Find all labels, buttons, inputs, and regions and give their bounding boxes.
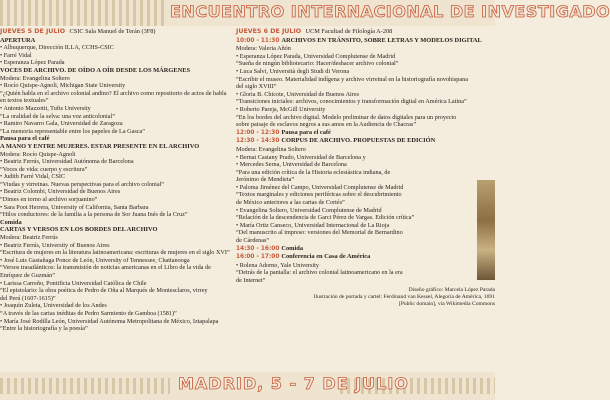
program-line: del Perú (1607-1615)” xyxy=(0,294,56,302)
footer-bar xyxy=(0,372,495,400)
program-line: Jerónimo de Mendieta” xyxy=(236,176,295,184)
program-line: • Farré Vidal xyxy=(0,51,32,59)
program-line: • Evangelina Soltero, Universidad Complutense de Madrid xyxy=(236,206,382,214)
program-line: del siglo XVIII” xyxy=(236,83,277,91)
program-line: • Bernat Castany Prado, Universidad de Barcelona y xyxy=(236,153,366,161)
program-line: de México anteriores a las cartas de Cortés” xyxy=(236,199,345,207)
program-line: Enríquez de Guzmán” xyxy=(0,272,55,279)
session-time: 14:30 - 16:00 xyxy=(236,245,280,252)
session-title: VOCES DE ARCHIVO. DE OÍDO A OÍR DESDE LOS MÁRGENES xyxy=(0,66,191,74)
program-line: de Cárdenas” xyxy=(236,237,270,245)
session-time: 12:00 - 12:30 xyxy=(236,129,280,136)
session-title: Pausa para el café xyxy=(0,135,50,143)
program-line: • Albuquerque, Dirección ILLA, CCHS-CSIC xyxy=(0,44,114,52)
program-line: • María José Rodilla León, Universidad Autónoma Metropolitana de México, Iztapalapa xyxy=(0,317,219,325)
session-title: CARTAS Y VERSOS EN LOS BORDES DEL ARCHIVO xyxy=(0,226,158,234)
program-line: “¿Quién habla en el archivo colonial andino? El archivo como repositorio de actos de habla xyxy=(0,89,227,97)
session-title: 16:00 - 17:00 Conferencia en Casa de América xyxy=(236,253,371,261)
program-line: “Dimes en torno al archivo sorjuanino” xyxy=(0,196,98,204)
credit-line: Ilustración de portada y cartel: Ferdinand van Kessel, Alegoría de América, 1691 xyxy=(313,293,495,300)
program-line: • Luca Salvi, Università degli Studi di Verona xyxy=(236,67,350,75)
program-line: “El epistolario: la obra poética de Pedro de Oña al Marqués de Montesclaros, virrey xyxy=(0,287,208,295)
program-line: sobre paisaje de esclavos negros a sus amos en la Audiencia de Chacras” xyxy=(236,121,417,129)
program-line: “Escritura de mujeres en la literatura latinoamericana: escrituras de mujeres en el siglo XVI” xyxy=(0,249,230,257)
program-line: • Beatriz Ferrús, University of Buenos Aires xyxy=(0,241,110,249)
program-line: “Del manuscrito al impreso: versiones del Memorial de Bernardino xyxy=(236,229,403,237)
program-line: “Voces de vida: cuerpo y escritura” xyxy=(0,165,88,173)
credit-line: Diseño gráfico: Marcela López Parada xyxy=(408,286,495,293)
session-title: 12:30 - 14:30 CORPUS DE ARCHIVO. PROPUESTAS DE EDICIÓN xyxy=(236,137,436,145)
page-title: ENCUENTRO INTERNACIONAL DE INVESTIGADO xyxy=(170,2,610,21)
session-title: 10:00 - 11:30 ARCHIVOS EN TRÁNSITO, SOBRE LETRAS Y MODELOS DIGITAL xyxy=(236,36,482,44)
session-title: APERTURA xyxy=(0,36,36,44)
session-title: A MANO Y ENTRE MUJERES. ESTAR PRESENTE EN EL ARCHIVO xyxy=(0,142,200,150)
program-line: • Antonio Mazzotti, Tufts University xyxy=(0,104,91,112)
program-line: “Sueña de ningún bibliotecario: Hacer/deshacer archivo colonial” xyxy=(236,60,399,68)
program-line: • María Ortiz Canseco, Universidad Internacional de La Rioja xyxy=(236,221,390,229)
day-heading: JUEVES 6 DE JULIO UCM Facultad de Filología A-208 xyxy=(236,28,393,35)
session-time: 12:30 - 14:30 xyxy=(236,138,280,145)
program-line: “Versos trasatlánticos: la transmisión de noticias americanas en el Libro de la vida de xyxy=(0,264,211,272)
credit-line: [Public domain], vía Wikimedia Commons xyxy=(398,300,495,307)
program-line: • Joaquín Zuleta, Universidad de los Andes xyxy=(0,302,107,310)
program-line: “Textos marginales y ediciones periféricas sobre el descubrimiento xyxy=(236,191,402,199)
program-line: “Escribir el museo. Materialidad indígena y archivo virreinal en la historiografía novohispana xyxy=(236,75,468,83)
program-line: • Larissa Carreño, Pontificia Universidad Católica de Chile xyxy=(0,279,147,287)
credits xyxy=(236,287,495,308)
program-line: • Mercedes Serna, Universidad de Barcelona xyxy=(236,161,347,169)
program-line: • Rolena Adorno, Yale University xyxy=(236,261,319,269)
program-line: Modera: Valeria Añón xyxy=(236,45,291,53)
program-line: • José Luis Gastañaga Ponce de León, University of Tennessee, Chattanooga xyxy=(0,256,190,264)
program-line: • Beatriz Ferrús, Universidad Autónoma de Barcelona xyxy=(0,158,134,166)
session-title: 12:00 - 12:30 Pausa para el café xyxy=(236,128,331,136)
footer-ornament xyxy=(0,378,170,394)
program-line: en textos textuales” xyxy=(0,97,49,105)
header-bar xyxy=(0,0,610,26)
session-time: 16:00 - 17:00 xyxy=(236,254,280,261)
program-line: Modera: Evangelina Soltero xyxy=(0,74,70,82)
program-line: “La oralidad de la selva: una voz anticolonial” xyxy=(0,112,115,120)
program-line: “La memoria representable entre los papeles de La Gasca” xyxy=(0,127,145,135)
program-line: Modera: Beatriz Ferrús xyxy=(0,234,58,242)
program-day-2 xyxy=(236,28,495,308)
program-line: “Entre la historiografía y la poesía” xyxy=(0,325,88,333)
program-line: • Roberto Pareja, McGill University xyxy=(236,105,326,113)
program-line: “Transiciones iniciales: archivos, conocimientos y transformación digital en América Latina” xyxy=(236,98,467,106)
program-line: • Beatriz Colombi, Universidad de Buenos Aires xyxy=(0,188,121,196)
program-line: Modera: Rocío Quispe-Agnoli xyxy=(0,150,76,158)
session-title: Comida xyxy=(0,218,22,226)
program-day-1 xyxy=(0,28,232,333)
program-line: • Ramiro Navarro Gala, Universidad de Zaragoza xyxy=(0,120,123,128)
program-line: • Sara Poot Herrera, University of California, Santa Barbara xyxy=(0,203,149,211)
program-line: Modera: Evangelina Soltero xyxy=(236,145,306,153)
cover-illustration xyxy=(477,180,495,280)
program-line: “Hilos conductores: de la familia a la persona de Sor Juana Inés de la Cruz” xyxy=(0,211,188,219)
program-line: “Para una edición crítica de la Historia eclesiástica indiana, de xyxy=(236,168,391,176)
session-title: 14:30 - 16:00 Comida xyxy=(236,244,304,252)
program-line: de Internet” xyxy=(236,277,266,284)
header-ornament xyxy=(0,0,168,26)
program-line: “Detrás de la pantalla: el archivo colonial latinoamericano en la era xyxy=(236,269,403,277)
footer-dates: MADRID, 5 - 7 DE JULIO xyxy=(178,374,409,393)
program-line: “Viudas y virreinas. Nuevas perspectivas para el archivo colonial” xyxy=(0,180,165,188)
program-line: “A través de las cartas inéditas de Pedro Sarmiento de Gamboa (1581)” xyxy=(0,309,177,317)
session-time: 10:00 - 11:30 xyxy=(236,37,280,44)
program-line: • Esperanza López Parada, Universidad Complutense de Madrid xyxy=(236,52,396,60)
program-line: “Relación de la descendencia de Garci Pérez de Vargas. Edición crítica” xyxy=(236,214,415,222)
program-line: • Paloma Jiménez del Campo, Universidad Complutense de Madrid xyxy=(236,183,404,191)
program-line: “En los bordes del archivo digital. Modelo preliminar de datos digitales para un proyecto xyxy=(236,113,457,121)
program-line: • Judith Farré Vidal, CSIC xyxy=(0,173,66,181)
program-line: • Esperanza López Parada xyxy=(0,59,65,67)
program-line: • Rocío Quispe-Agnoli, Michigan State University xyxy=(0,82,126,90)
day-heading: JUEVES 5 DE JULIO CSIC Sala Manuel de Terán (3F8) xyxy=(0,28,156,35)
program-line: • Gloria B. Chicote, Universidad de Buenos Aires xyxy=(236,90,359,98)
